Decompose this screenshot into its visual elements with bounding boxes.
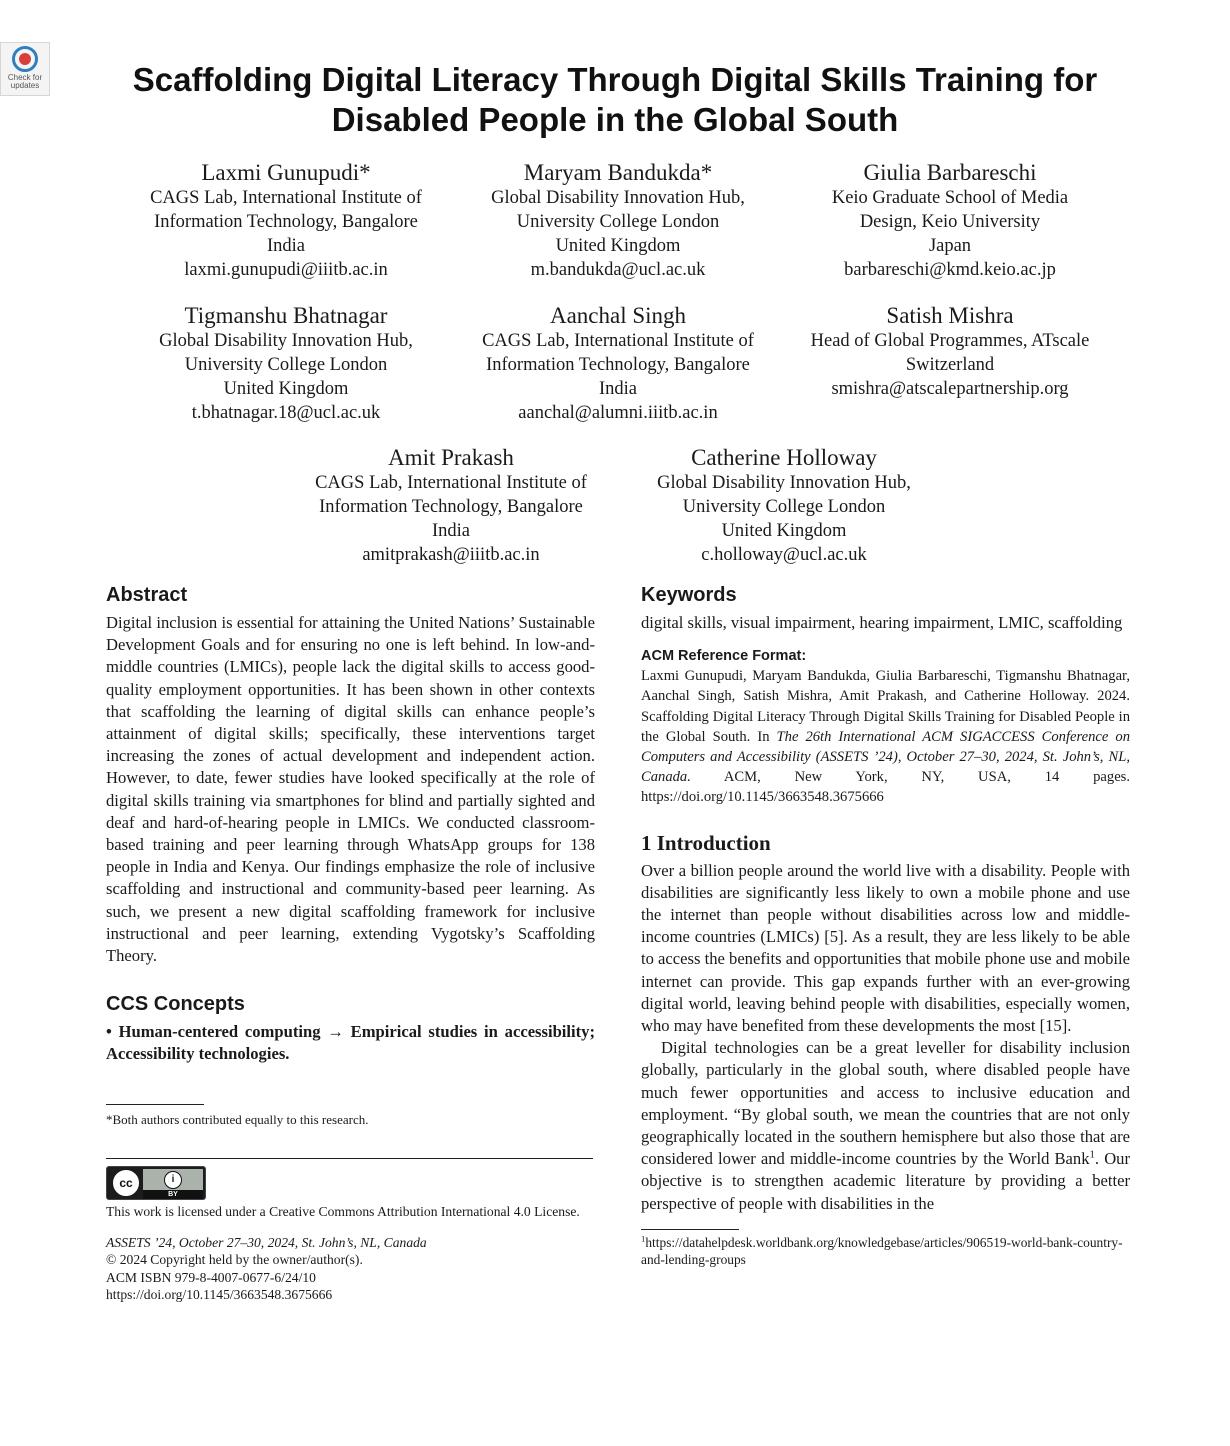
author-affiliation: University College London [184, 355, 388, 375]
author-affiliation: Global Disability Innovation Hub, [491, 188, 745, 208]
author-country: India [431, 521, 470, 541]
author-email[interactable]: smishra@atscalepartnership.org [831, 379, 1069, 399]
author-name: Aanchal Singh [549, 303, 687, 328]
intro-p2-text-cont: . Our objective is to strengthen academic literature by providing a better perspective of people with disabilities in the [641, 1149, 1130, 1213]
author-country: Japan [928, 236, 972, 256]
author-name: Maryam Bandukda* [523, 160, 713, 185]
attribution-person-icon: i [164, 1171, 182, 1189]
author-email[interactable]: t.bhatnagar.18@ucl.ac.uk [191, 403, 381, 423]
badge-label: Check for updates [7, 73, 43, 90]
ccs-heading: CCS Concepts [106, 993, 245, 1016]
author-email[interactable]: barbareschi@kmd.keio.ac.jp [844, 260, 1056, 280]
copyright-line: © 2024 Copyright held by the owner/author(s). [106, 1252, 363, 1268]
acm-reference-tail[interactable]: ACM, New York, NY, USA, 14 pages. https://doi.org/10.1145/3663548.3675666 [641, 769, 1130, 806]
footnote-number: 1 [641, 1233, 646, 1244]
bookmark-icon [12, 46, 38, 72]
author-affiliation: Global Disability Innovation Hub, [159, 331, 413, 351]
footnote-world-bank [641, 1234, 1130, 1268]
intro-paragraph-1: Over a billion people around the world live with a disability. People with disabilities are significantly less likely to own a mobile phone and use the internet than people without disabilities across low and middle-income countries (LMICs) [5]. As a result, they are less likely to be able to access the benefits and opportunities that mobile phone use and mobile internet can provide. This gap expands further with an ever-growing digital world, leaving behind people with disabilities, especially women, who may have benefited from these developments the most [15]. [641, 860, 1130, 1036]
acm-reference-venue: The 26th International ACM SIGACCESS Conference on Computers and Accessibility (ASSETS ’24), October 27–30, 2024, St. John’s, NL, Canada. [641, 728, 1130, 786]
author-affiliation: Design, Keio University [859, 212, 1041, 232]
author-email[interactable]: m.bandukda@ucl.ac.uk [530, 260, 706, 280]
ccs-text: • Human-centered computing → Empirical studies in accessibility; Accessibility technologies. [106, 1022, 595, 1064]
abstract-heading: Abstract [106, 584, 188, 606]
author-affiliation: Global Disability Innovation Hub, [657, 473, 911, 493]
footnote-marker[interactable]: 1 [1089, 1148, 1095, 1161]
doi-link[interactable]: https://doi.org/10.1145/3663548.3675666 [106, 1287, 333, 1303]
author-block [126, 160, 446, 282]
author-affiliation: Information Technology, Bangalore [486, 355, 750, 375]
author-affiliation: University College London [516, 212, 720, 232]
paper-title: Scaffolding Digital Literacy Through Digital Skills Training for Disabled People in the Global South [132, 61, 1098, 138]
author-affiliation: University College London [682, 497, 886, 517]
footnote-equal-contribution: *Both authors contributed equally to this research. [106, 1111, 369, 1127]
author-affiliation: Information Technology, Bangalore [319, 497, 583, 517]
acm-reference-heading: ACM Reference Format: [641, 648, 807, 665]
author-email[interactable]: aanchal@alumni.iiitb.ac.in [518, 403, 718, 423]
cc-icon: cc [111, 1168, 141, 1198]
cc-by-license-logo[interactable] [106, 1166, 595, 1200]
author-country: United Kingdom [721, 521, 847, 541]
author-block [291, 445, 611, 567]
license-text: This work is licensed under a Creative Commons Attribution International 4.0 License. [106, 1203, 580, 1219]
check-for-updates-badge[interactable] [0, 42, 50, 96]
author-affiliation: CAGS Lab, International Institute of [150, 188, 422, 208]
author-affiliation: Head of Global Programmes, ATscale [810, 331, 1090, 351]
acm-reference-text [641, 666, 1130, 807]
author-name: Tigmanshu Bhatnagar [184, 303, 388, 328]
acm-reference-authors: Laxmi Gunupudi, Maryam Bandukda, Giulia Barbareschi, Tigmanshu Bhatnagar, Aanchal Singh, Satish Mishra, Amit Prakash, and Catherine Holloway. 2024. Scaffolding Digital Literacy Through Digital Skills Training for Disabled People in the Global South. In [641, 668, 1130, 745]
author-email[interactable]: amitprakash@iiitb.ac.in [362, 545, 540, 565]
footnote-rule [641, 1229, 739, 1230]
author-name: Catherine Holloway [691, 445, 877, 470]
author-email[interactable]: laxmi.gunupudi@iiitb.ac.in [184, 260, 388, 280]
author-block [624, 445, 944, 567]
right-column [641, 582, 1130, 1268]
conference-venue: ASSETS ’24, October 27–30, 2024, St. John’s, NL, Canada [106, 1234, 427, 1250]
author-block [458, 303, 778, 425]
author-email[interactable]: c.holloway@ucl.ac.uk [701, 545, 867, 565]
abstract-text: Digital inclusion is essential for attaining the United Nations’ Sustainable Development Goals and for ensuring no one is left behind. In low-and-middle countries (LMICs), people lack the digital skills to access good-quality employment opportunities. It has been shown in other contexts that scaffolding the learning of digital skills can enhance people’s attainment of digital skills; specifically, these interventions target increasing the zones of actual development and independent action. However, to date, fewer studies have looked specifically at the role of digital skills training via smartphones for blind and partially sighted and deaf and hard-of-hearing people in LMICs. We conducted classroom-based training and peer learning through WhatsApp groups for 138 people in India and Kenya. Our findings emphasize the role of inclusive scaffolding and instructional and community-based peer learning. As such, we present a new digital scaffolding framework for inclusive instructional and peer learning, extending Vygotsky’s Scaffolding Theory. [106, 613, 595, 966]
author-name: Amit Prakash [388, 445, 514, 470]
author-country: United Kingdom [223, 379, 349, 399]
author-name: Laxmi Gunupudi* [201, 160, 371, 185]
intro-paragraph-2 [641, 1037, 1130, 1215]
author-affiliation: CAGS Lab, International Institute of [315, 473, 587, 493]
author-country: India [598, 379, 637, 399]
introduction-heading: 1 Introduction [641, 830, 771, 855]
author-affiliation: Information Technology, Bangalore [154, 212, 418, 232]
license-rule [106, 1158, 593, 1159]
author-name: Giulia Barbareschi [863, 160, 1037, 185]
keywords-text: digital skills, visual impairment, hearing impairment, LMIC, scaffolding [641, 613, 1123, 632]
footnote-url[interactable]: https://datahelpdesk.worldbank.org/knowledgebase/articles/906519-world-bank-country-and-lending-groups [641, 1234, 1123, 1267]
author-block [790, 303, 1110, 401]
author-block [790, 160, 1110, 282]
keywords-heading: Keywords [641, 584, 737, 606]
author-country: India [266, 236, 305, 256]
author-affiliation: CAGS Lab, International Institute of [482, 331, 754, 351]
intro-p2-text: Digital technologies can be a great leveller for disability inclusion globally, particularly in the global south, where disabled people have much fewer opportunities and access to inclusive education and employment. “By global south, we mean the countries that are not only geographically located in the southern hemisphere but also those that are considered lower and middle-income countries by the World Bank [641, 1038, 1130, 1169]
left-column [106, 582, 595, 1304]
author-country: Switzerland [905, 355, 995, 375]
by-label: BY [143, 1190, 203, 1199]
author-block [126, 303, 446, 425]
author-country: United Kingdom [555, 236, 681, 256]
author-name: Satish Mishra [886, 303, 1014, 328]
author-affiliation: Keio Graduate School of Media [831, 188, 1069, 208]
author-block [458, 160, 778, 282]
isbn-line: ACM ISBN 979-8-4007-0677-6/24/10 [106, 1269, 316, 1285]
footnote-rule [106, 1104, 204, 1105]
